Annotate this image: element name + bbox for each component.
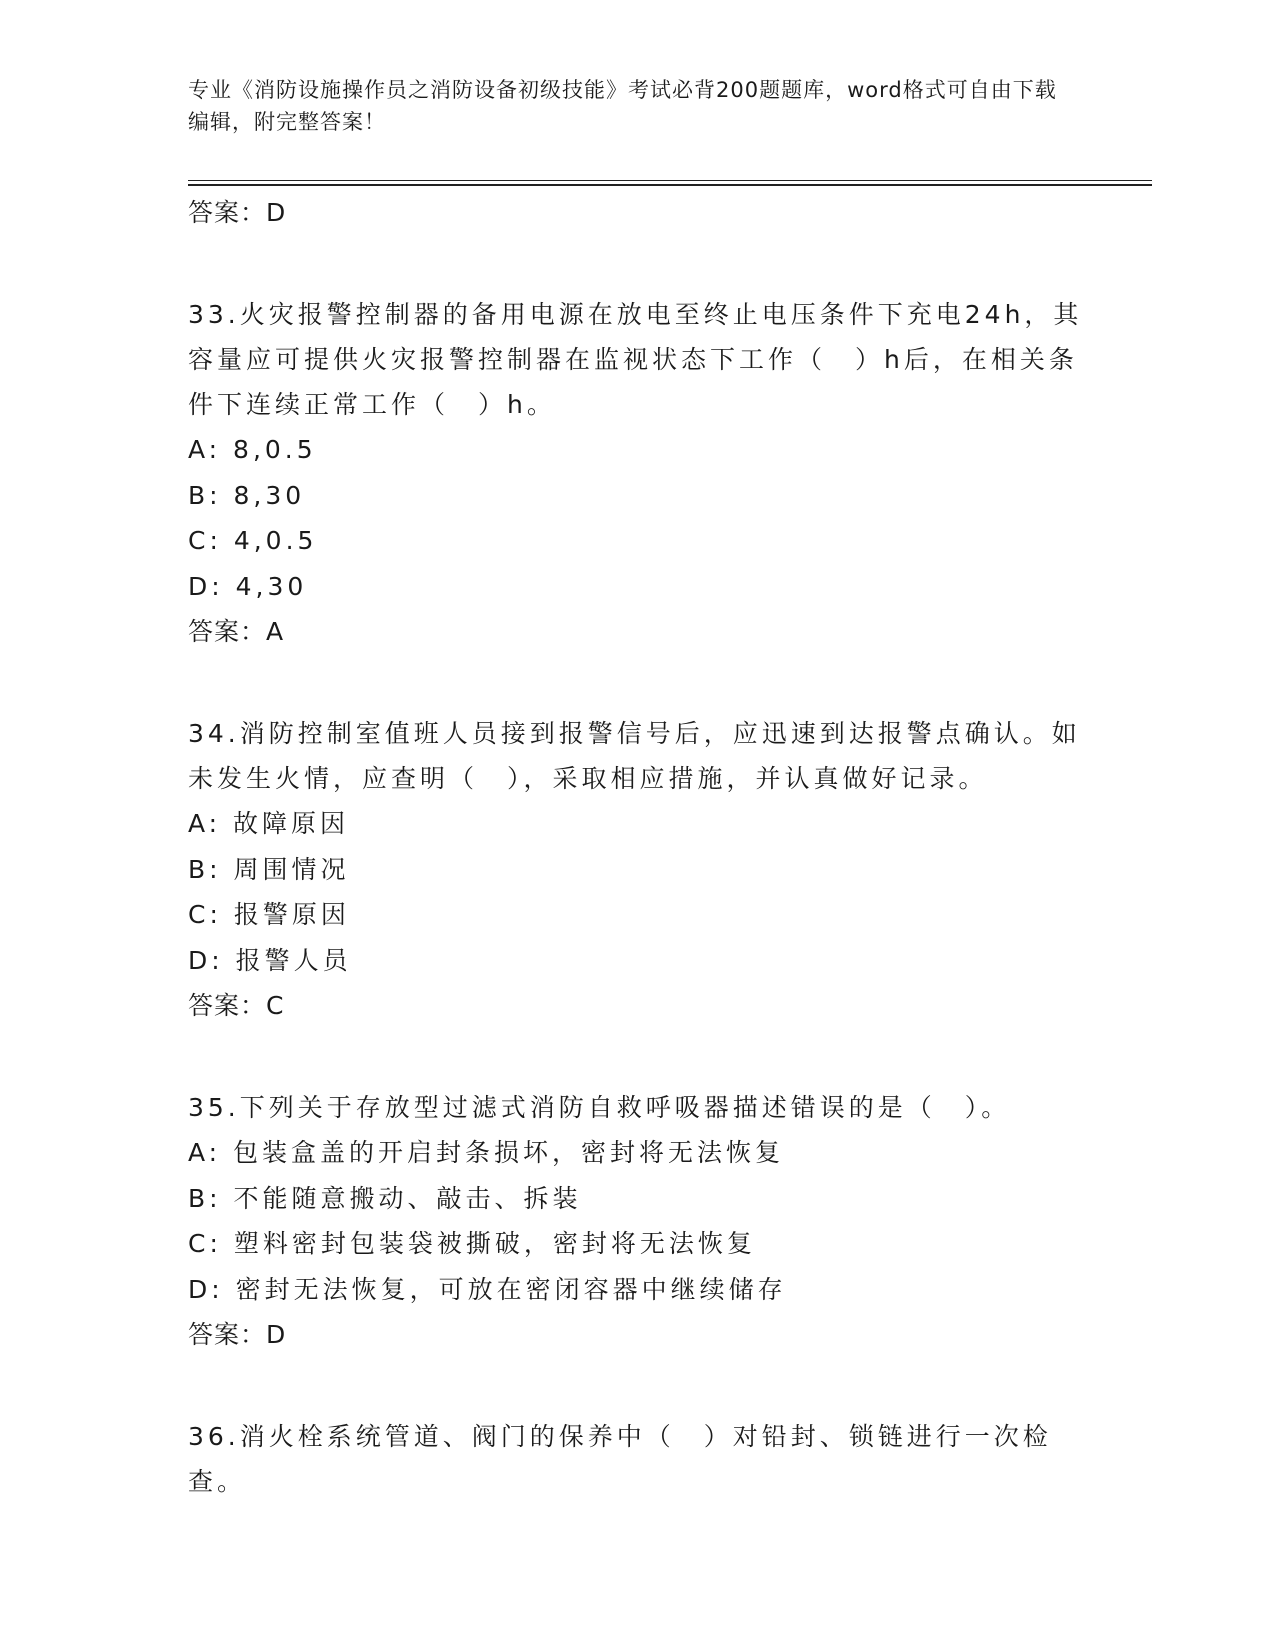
question-text: 34.消防控制室值班人员接到报警信号后，应迅速到达报警点确认。如未发生火情，应查明（ ），采取相应措施，并认真做好记录。 (188, 719, 1081, 793)
option-d: D: 密封无法恢复，可放在密闭容器中继续储存 (188, 1274, 787, 1304)
answer-value: C (266, 991, 284, 1020)
answer-value: D (266, 198, 286, 227)
answer-line (188, 1312, 1088, 1358)
answer-label: 答案： (188, 198, 267, 227)
question-text: 36.消火栓系统管道、阀门的保养中（ ）对铅封、锁链进行一次检查。 (188, 1422, 1052, 1496)
option-c: C: 塑料密封包装袋被撕破，密封将无法恢复 (188, 1229, 756, 1258)
option-b: B: 周围情况 (188, 854, 350, 884)
option-d: D: 报警人员 (188, 945, 352, 975)
option-c: C: 报警原因 (188, 900, 350, 929)
question-list (188, 190, 1088, 1504)
option-d: D: 4,30 (188, 571, 308, 601)
answer-line (188, 983, 1088, 1029)
option-b: B: 8,30 (188, 480, 306, 510)
header-divider-thick (188, 184, 1152, 186)
option-a: A: 包装盒盖的开启封条损坏，密封将无法恢复 (188, 1138, 785, 1167)
page-header: 专业《消防设施操作员之消防设备初级技能》考试必背200题题库，word格式可自由下载编辑，附完整答案！ (188, 78, 1057, 134)
option-b: B: 不能随意搬动、敲击、拆装 (188, 1183, 582, 1213)
option-a: A: 8,0.5 (188, 435, 317, 464)
answer-line (188, 609, 1088, 655)
answer-label: 答案： (188, 1320, 267, 1349)
question-text: 35.下列关于存放型过滤式消防自救呼吸器描述错误的是（ ）。 (188, 1093, 1011, 1122)
option-a: A: 故障原因 (188, 809, 350, 838)
question-text: 33.火灾报警控制器的备用电源在放电至终止电压条件下充电24h，其容量应可提供火灾报警控制器在监视状态下工作（ ）h后，在相关条件下连续正常工作（ ）h。 (188, 300, 1083, 419)
header-divider (188, 180, 1152, 181)
answer-line (188, 190, 1088, 236)
answer-value: A (266, 617, 284, 646)
answer-label: 答案： (188, 991, 267, 1020)
answer-label: 答案： (188, 617, 267, 646)
answer-value: D (266, 1320, 286, 1349)
option-c: C: 4,0.5 (188, 526, 318, 555)
